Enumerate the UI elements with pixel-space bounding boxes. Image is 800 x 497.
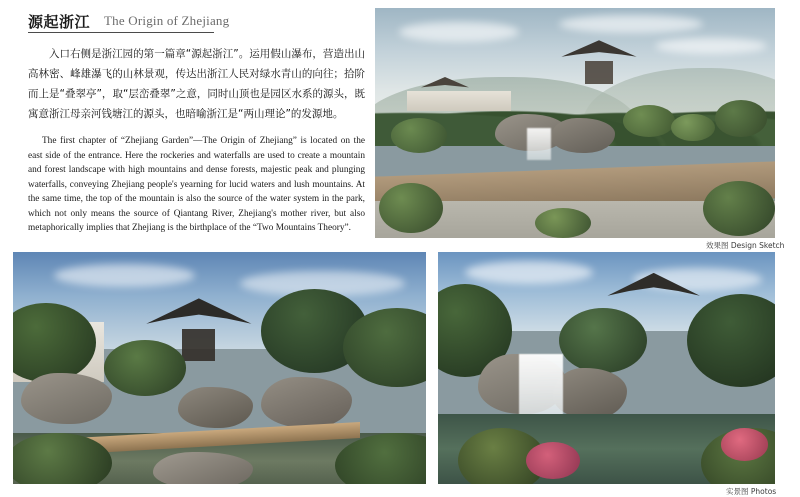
waterfall-stream bbox=[527, 128, 551, 160]
waterfall-stream-3 bbox=[519, 354, 563, 424]
article-text-column bbox=[28, 44, 365, 236]
figure-design-sketch bbox=[375, 8, 775, 238]
waterfall-photo-illustration bbox=[438, 252, 775, 484]
page-title-english: The Origin of Zhejiang bbox=[104, 13, 230, 28]
design-sketch-illustration bbox=[375, 8, 775, 238]
page-title-chinese: 源起浙江 bbox=[28, 13, 91, 31]
page-header bbox=[28, 8, 348, 34]
paragraph-english: The first chapter of “Zhejiang Garden”—The Origin of Zhejiang” is located on the east side of the entrance. Here the rockeries and waterfalls are used to create a mountain and forest landscape with high mountains and dense forests, majestic peak and plunging waterfalls, conveying Zhejiang people's yearning for lucid waters and lush mountains. At the same time, the top of the mountain is also the source of the water system in the park, which not only means the source of Qiantang River, Zhejiang's mother river, but also metaphorically implies that Zhejiang is the birthplace of the “Two Mountains Theory”. bbox=[28, 136, 365, 233]
caption-photos: 实景图 Photos bbox=[726, 487, 777, 496]
garden-photo-illustration bbox=[13, 252, 426, 484]
figure-waterfall-photo bbox=[438, 252, 775, 484]
paragraph-chinese: 入口右侧是浙江园的第一篇章“源起浙江”。运用假山瀑布，营造出山高林密、峰雄瀑飞的山林景观，传达出浙江人民对绿水青山的向往；拾阶而上是“叠翠亭”，取“层峦叠翠”之意，同时山顶也是园区水系的源头，既寓意浙江母亲河钱塘江的源头，也暗喻浙江是“两山理论”的发源地。 bbox=[28, 48, 365, 120]
pavilion-body bbox=[585, 61, 613, 84]
figure-garden-photo bbox=[13, 252, 426, 484]
header-divider bbox=[28, 32, 214, 33]
caption-design-sketch: 效果图 Design Sketch bbox=[706, 241, 785, 250]
